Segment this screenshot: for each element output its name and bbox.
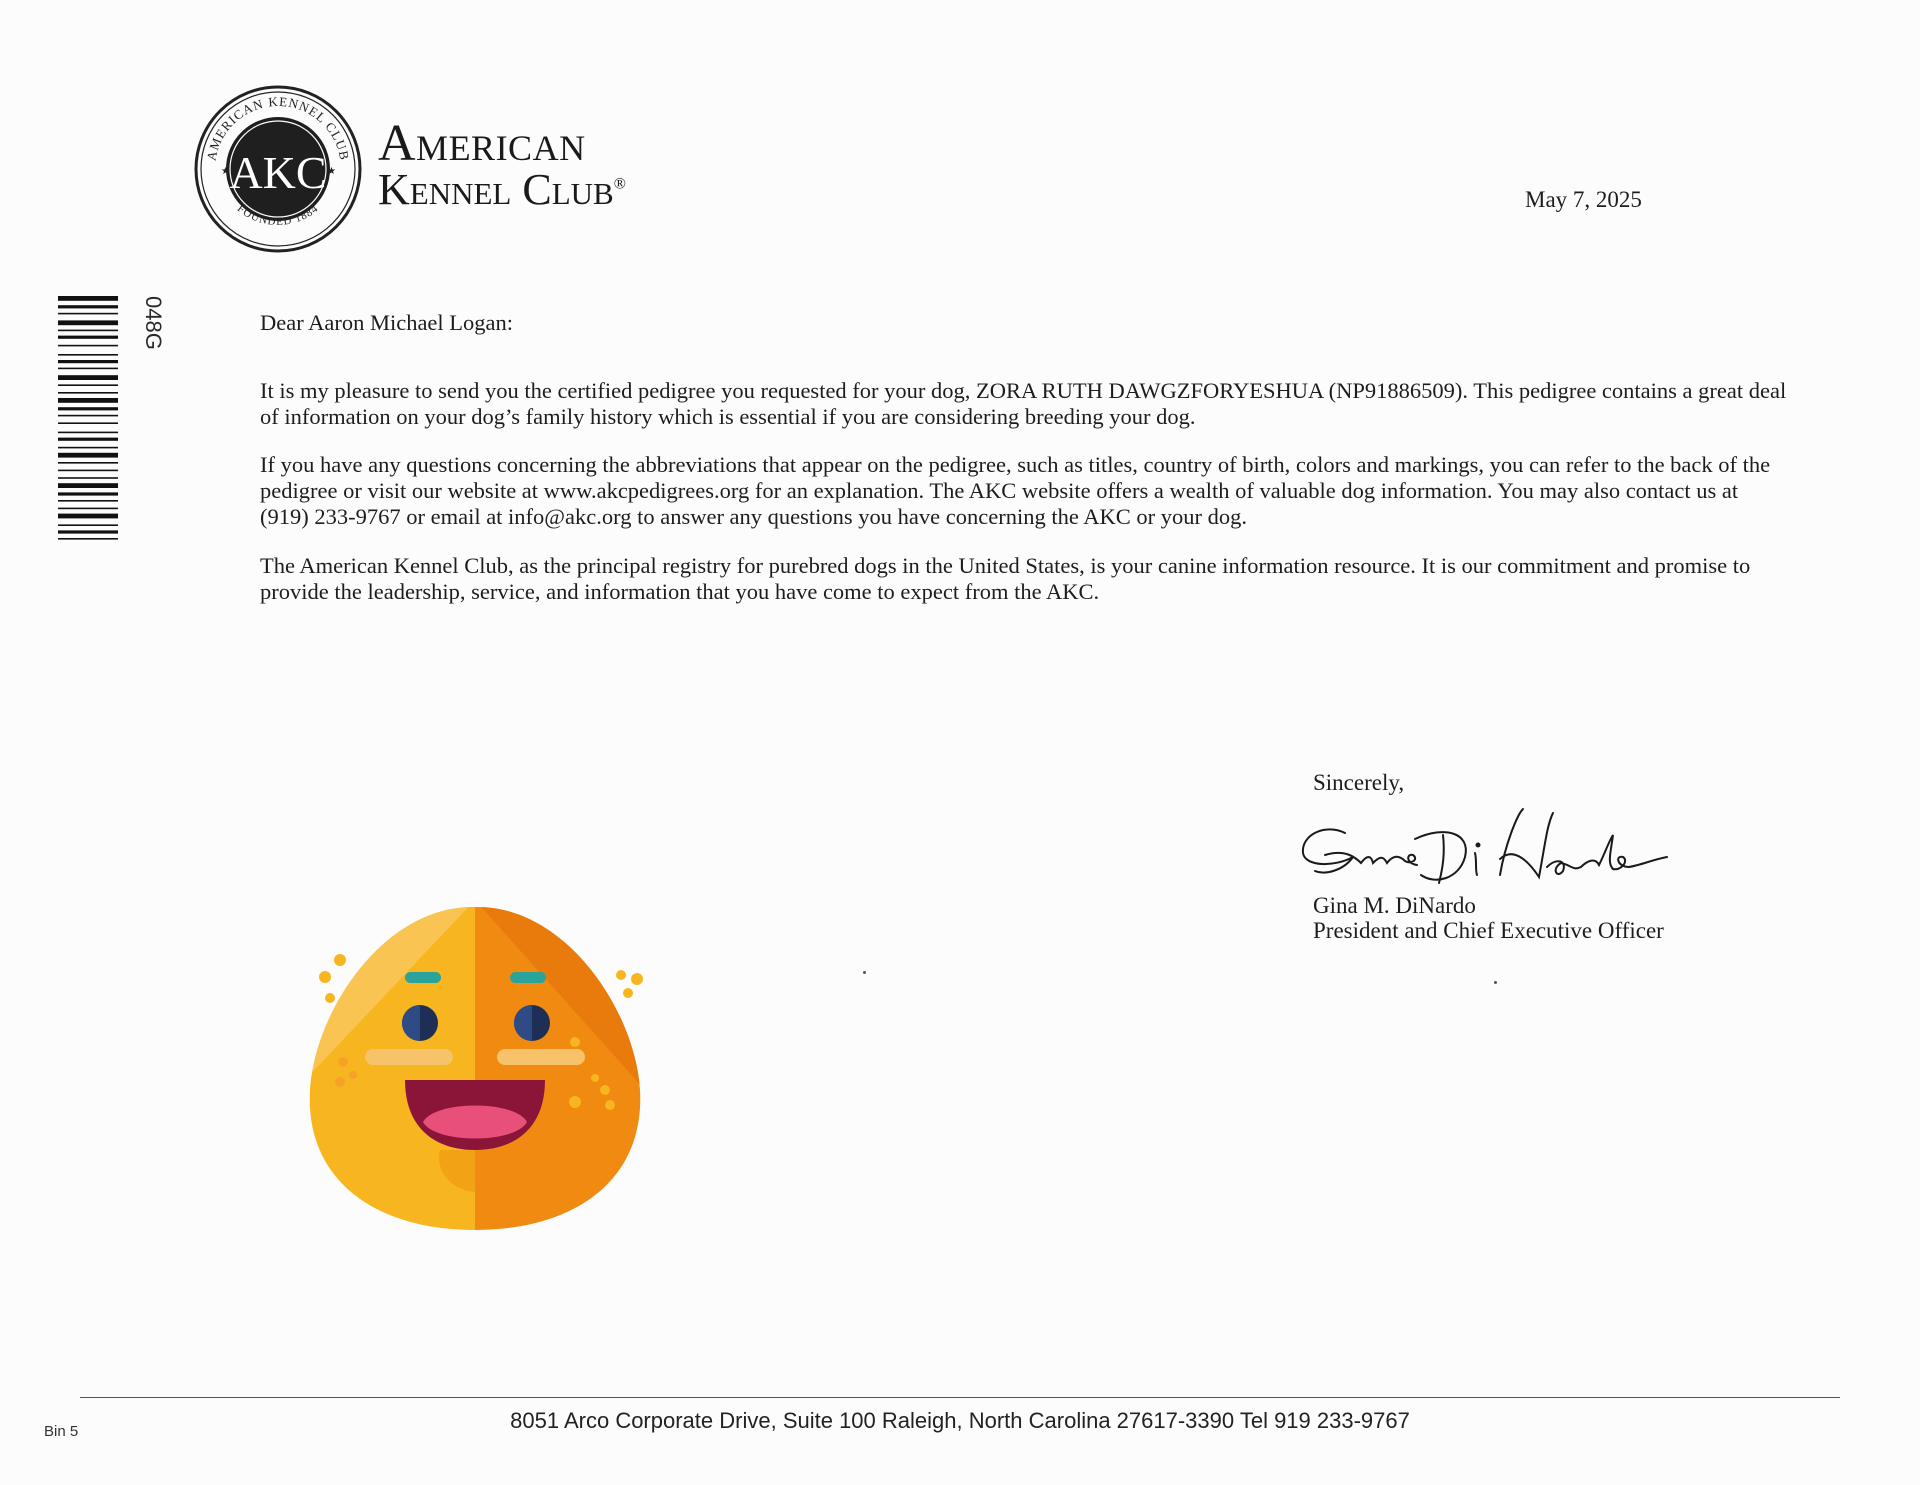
barcode-bar: [58, 492, 118, 495]
barcode-bar: [58, 407, 118, 410]
barcode-bar: [58, 524, 118, 526]
barcode-bar: [58, 500, 118, 502]
barcode-bar: [58, 432, 118, 434]
barcode-bar: [58, 483, 118, 488]
paragraph-commitment: The American Kennel Club, as the principal registry for purebred dogs in the United States, is your canine information resource. It is our commitment and promise to provide the leadership, service, and information that you have come to expect from the AKC.: [260, 552, 1751, 604]
smiling-face-emoji: [305, 900, 645, 1235]
footer-divider: [80, 1397, 1840, 1398]
barcode-bar: [58, 462, 118, 464]
barcode-bar: [58, 470, 118, 472]
barcode-bar: [58, 330, 118, 332]
barcode-bar: [58, 398, 118, 403]
barcode: [58, 296, 118, 568]
akc-seal-logo: [193, 84, 363, 254]
bin-code: 048G: [141, 296, 166, 350]
bin-label: Bin 5: [44, 1423, 79, 1440]
wordmark-line1: American: [378, 115, 586, 172]
barcode-bar: [58, 453, 118, 458]
signer-name: Gina M. DiNardo: [1313, 893, 1476, 918]
paragraph-pedigree: It is my pleasure to send you the certified pedigree you requested for your dog, ZORA RUTH DAWGZFORYESHUA (NP91886509). This pedigree contains a great deal of information on your dog’s family history which is essential if you are considering breeding your dog.: [260, 378, 1787, 430]
barcode-bar: [58, 354, 118, 356]
paragraph-questions: If you have any questions concerning the abbreviations that appear on the pedigree, such as titles, country of birth, colors and markings, you can refer to the back of the pedigree or visit our website at www.akcpedigrees.org for an explanation. The AKC website offers a wealth of valuable dog information. You may also contact us at (919) 233-9767 or email at info@akc.org to answer any questions you have concerning the AKC or your dog.: [260, 452, 1771, 530]
barcode-bar: [58, 384, 118, 386]
barcode-bar: [58, 508, 118, 510]
barcode-bar: [58, 375, 118, 380]
registered-mark: ®: [613, 175, 626, 193]
letter-date: May 7, 2025: [1525, 187, 1642, 212]
akc-wordmark: [378, 115, 626, 214]
footer-address: 8051 Arco Corporate Drive, Suite 100 Raleigh, North Carolina 27617-3390 Tel 919 233-9767: [510, 1408, 1410, 1433]
wordmark-line2: [378, 165, 626, 214]
salutation: Dear Aaron Michael Logan:: [260, 310, 514, 335]
barcode-bar: [58, 477, 118, 479]
seal-initials: AKC: [229, 147, 327, 198]
closing: Sincerely,: [1313, 770, 1405, 795]
barcode-bar: [58, 438, 118, 441]
barcode-bar: [58, 360, 118, 363]
signer-title: President and Chief Executive Officer: [1313, 918, 1664, 944]
seal-star-right: ★: [327, 166, 336, 177]
scan-speck: [863, 971, 866, 974]
barcode-bar: [58, 415, 118, 417]
wordmark-line2-text: Kennel Club: [378, 165, 614, 214]
seal-arc-text: AMERICAN KENNEL CLUB: [203, 93, 353, 162]
barcode-bar: [58, 530, 118, 533]
barcode-bar: [58, 447, 118, 449]
barcode-bar: [58, 514, 118, 519]
barcode-bar: [58, 336, 118, 339]
seal-founded-text: FOUNDED 1884: [234, 202, 322, 229]
barcode-bar: [58, 345, 118, 347]
barcode-bar: [58, 305, 118, 308]
seal-star-left: ★: [221, 166, 230, 177]
barcode-bar: [58, 392, 118, 394]
scan-speck: [1494, 981, 1497, 984]
handwritten-signature: [1295, 805, 1675, 895]
barcode-bar: [58, 368, 118, 370]
signer-block: [1313, 893, 1664, 944]
letter-body: [260, 310, 1790, 627]
barcode-bar: [58, 296, 118, 301]
barcode-bar: [58, 320, 118, 325]
barcode-bar: [58, 422, 118, 424]
barcode-bar: [58, 538, 118, 540]
barcode-bar: [58, 313, 118, 315]
